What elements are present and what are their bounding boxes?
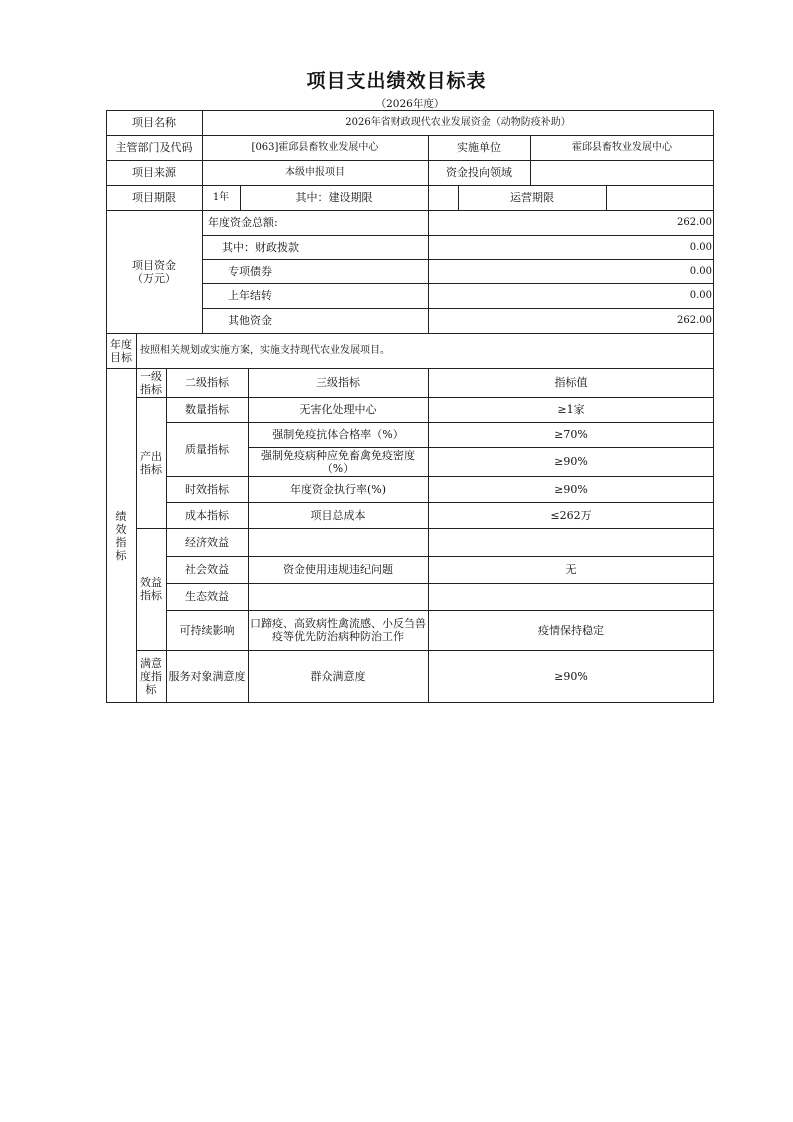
other-value: 262.00 bbox=[677, 315, 712, 326]
invest-field-label: 资金投向领域 bbox=[446, 166, 512, 179]
indicator-value: ≥1家 bbox=[557, 403, 585, 416]
indicator-level3: 资金使用违规违纪问题 bbox=[283, 563, 393, 576]
category-satisfaction-line1: 满意 bbox=[140, 657, 162, 670]
perf-label bbox=[106, 368, 136, 703]
indicator-level3: 年度资金执行率(%) bbox=[289, 482, 387, 496]
indicator-level2: 可持续影响 bbox=[179, 623, 235, 637]
category-satisfaction bbox=[136, 650, 166, 703]
funds-label bbox=[106, 210, 202, 333]
impl-unit-label: 实施单位 bbox=[457, 141, 501, 154]
indicator-level3: 项目总成本 bbox=[310, 508, 366, 522]
project-name-value: 2026年省财政现代农业发展资金（动物防疫补助） bbox=[345, 117, 571, 128]
invest-field-value bbox=[530, 160, 714, 185]
construction-value bbox=[428, 185, 458, 210]
indicator-level3 bbox=[248, 447, 428, 476]
fiscal-label: 其中：财政拨款 bbox=[222, 240, 299, 254]
category-satisfaction-line3: 标 bbox=[145, 683, 157, 696]
perf-label-c1: 绩 bbox=[115, 509, 127, 523]
indicator-value: ≤262万 bbox=[550, 508, 592, 522]
indicator-level2: 成本指标 bbox=[185, 508, 229, 522]
impl-unit-value: 霍邱县畜牧业发展中心 bbox=[572, 142, 672, 153]
indicator-level3 bbox=[248, 583, 428, 610]
operation-label: 运营期限 bbox=[510, 191, 554, 204]
indicator-value: ≥90% bbox=[554, 482, 588, 496]
category-output-line1: 产出 bbox=[140, 449, 162, 463]
indicator-value: 无 bbox=[565, 563, 577, 576]
department-value: [063]霍邱县畜牧业发展中心 bbox=[251, 142, 379, 153]
bond-label: 专项债券 bbox=[228, 264, 272, 278]
perf-label-c3: 指 bbox=[115, 535, 127, 549]
indicator-value: 疫情保持稳定 bbox=[538, 623, 604, 637]
indicator-level2: 数量指标 bbox=[185, 403, 229, 416]
fiscal-value: 0.00 bbox=[689, 241, 712, 253]
annual-goal-label-line1: 年度 bbox=[110, 337, 132, 351]
annual-total-label: 年度资金总额: bbox=[208, 216, 278, 229]
indicator-level3-line1: 强制免疫病种应免畜禽免疫密度 bbox=[261, 448, 415, 462]
carry-value: 0.00 bbox=[689, 290, 712, 301]
indicator-value: ≥70% bbox=[554, 428, 588, 441]
indicator-value: ≥90% bbox=[554, 670, 588, 683]
funds-label-line2: （万元） bbox=[132, 271, 176, 285]
category-benefit-line2: 指标 bbox=[140, 589, 162, 602]
indicator-level2: 服务对象满意度 bbox=[168, 670, 246, 683]
other-label: 其他资金 bbox=[228, 314, 272, 327]
indicator-level2: 经济效益 bbox=[185, 535, 229, 549]
category-benefit bbox=[136, 528, 166, 650]
indicator-level3-line2: （%） bbox=[321, 461, 355, 475]
carry-label: 上年结转 bbox=[228, 289, 272, 302]
year-label: （2026年度） bbox=[375, 98, 445, 110]
indicator-level3: 群众满意度 bbox=[310, 670, 366, 683]
funds-label-line1: 项目资金 bbox=[132, 258, 176, 272]
category-output bbox=[136, 397, 166, 528]
indicator-level2: 社会效益 bbox=[185, 563, 229, 576]
indicator-level3-line2: 疫等优先防治病种防治工作 bbox=[272, 630, 404, 643]
indicator-level3: 强制免疫抗体合格率（%） bbox=[272, 428, 404, 441]
source-value: 本级申报项目 bbox=[285, 167, 345, 178]
annual-goal-value: 按照相关规划或实施方案，实施支持现代农业发展项目。 bbox=[140, 345, 390, 356]
header-value: 指标值 bbox=[554, 376, 588, 389]
indicator-level3: 无害化处理中心 bbox=[299, 403, 377, 416]
header-level1 bbox=[136, 368, 166, 397]
header-level3: 三级指标 bbox=[316, 376, 360, 389]
annual-goal-label-line2: 目标 bbox=[110, 350, 132, 364]
annual-goal-label bbox=[106, 333, 136, 368]
period-label: 项目期限 bbox=[132, 191, 176, 204]
indicator-value bbox=[428, 583, 714, 610]
indicator-value: ≥90% bbox=[554, 455, 588, 468]
indicator-level3-line1: 口蹄疫、高致病性禽流感、小反刍兽 bbox=[250, 617, 426, 630]
category-satisfaction-line2: 度指 bbox=[140, 670, 162, 683]
indicator-level2: 生态效益 bbox=[185, 590, 229, 603]
header-level2: 二级指标 bbox=[185, 376, 229, 389]
indicator-level2: 时效指标 bbox=[185, 482, 229, 496]
category-output-line2: 指标 bbox=[140, 462, 162, 476]
indicator-value bbox=[428, 528, 714, 556]
department-label: 主管部门及代码 bbox=[115, 141, 193, 154]
construction-label: 其中：建设期限 bbox=[295, 191, 373, 204]
source-label: 项目来源 bbox=[132, 166, 176, 179]
page-title: 项目支出绩效目标表 bbox=[306, 70, 487, 92]
bond-value: 0.00 bbox=[689, 265, 712, 277]
header-level1-line2: 指标 bbox=[140, 382, 162, 396]
period-value: 1年 bbox=[212, 192, 230, 203]
category-benefit-line1: 效益 bbox=[140, 576, 162, 589]
perf-label-c2: 效 bbox=[115, 522, 127, 536]
indicator-level3 bbox=[248, 610, 428, 650]
annual-total-value: 262.00 bbox=[677, 217, 712, 228]
header-level1-line1: 一级 bbox=[140, 369, 162, 383]
project-name-label: 项目名称 bbox=[132, 116, 176, 129]
indicator-level3 bbox=[248, 528, 428, 556]
perf-label-c4: 标 bbox=[115, 548, 127, 562]
indicator-level2: 质量指标 bbox=[185, 442, 229, 456]
operation-value bbox=[606, 185, 714, 210]
